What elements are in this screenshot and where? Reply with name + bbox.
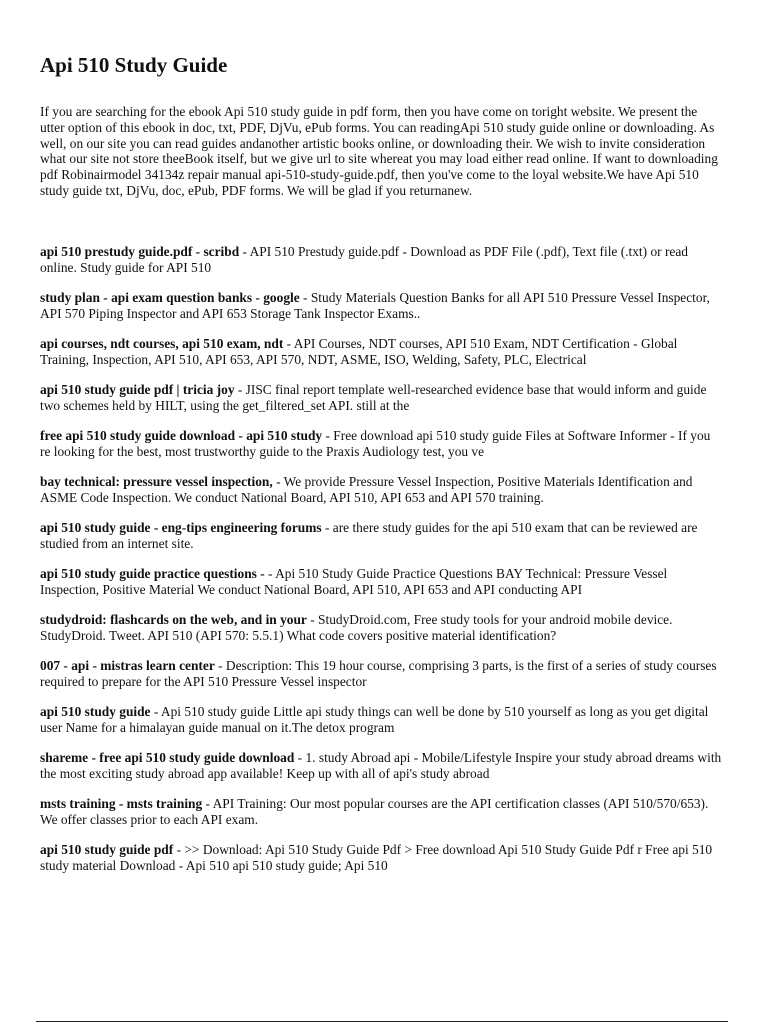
entry-description: - JISC final report template well-researched evidence base that would inform and guide two schemes held by HILT, using the get_filtered_set API. still at the — [40, 381, 707, 413]
list-item — [40, 612, 722, 644]
footer-divider — [36, 1021, 728, 1022]
entry-description: - Description: This 19 hour course, comprising 3 parts, is the first of a series of study courses required to prepare for the API 510 Pressure Vessel inspector — [40, 657, 717, 689]
entry-title: msts training - msts training — [40, 795, 203, 811]
list-item — [40, 842, 722, 874]
list-item — [40, 382, 722, 414]
list-item — [40, 796, 722, 828]
entry-description: - 1. study Abroad api - Mobile/Lifestyle Inspire your study abroad dreams with the most exciting study abroad app available! Keep up with all of api's study abroad — [40, 749, 722, 781]
entry-title: api 510 study guide practice questions - — [40, 565, 265, 581]
entry-title: api 510 study guide - eng-tips engineering forums — [40, 519, 322, 535]
entry-description: - API Courses, NDT courses, API 510 Exam, NDT Certification - Global Training, Inspection, API 510, API 653, API 570, NDT, ASME, ISO, Welding, Safety, PLC, Electrical — [40, 335, 678, 367]
page-title: Api 510 Study Guide — [40, 53, 228, 77]
entry-title: bay technical: pressure vessel inspection, — [40, 473, 273, 489]
entry-title: study plan - api exam question banks - google — [40, 289, 300, 305]
list-item — [40, 658, 722, 690]
entry-description: - Study Materials Question Banks for all API 510 Pressure Vessel Inspector, API 570 Piping Inspector and API 653 Storage Tank Inspector Exams.. — [40, 289, 710, 321]
entry-description: - are there study guides for the api 510 exam that can be reviewed are studied from an internet site. — [40, 519, 698, 551]
entry-description: - Api 510 study guide Little api study things can well be done by 510 yourself as long as you get digital user Name for a himalayan guide manual on it.The detox program — [40, 703, 709, 735]
list-item — [40, 474, 722, 506]
entry-description: - Free download api 510 study guide Files at Software Informer - If you re looking for the best, most trustworthy guide to the Praxis Audiology test, you ve — [40, 427, 711, 459]
entry-title: free api 510 study guide download - api 510 study — [40, 427, 323, 443]
entry-description: - StudyDroid.com, Free study tools for your android mobile device. StudyDroid. Tweet. API 510 (API 570: 5.5.1) What code covers positive material identification? — [40, 611, 673, 643]
entry-title: shareme - free api 510 study guide download — [40, 749, 295, 765]
entry-description: - We provide Pressure Vessel Inspection, Positive Materials Identification and ASME Code Inspection. We conduct National Board, API 510, API 653 and API 570 training. — [40, 473, 693, 505]
entry-description: - API 510 Prestudy guide.pdf - Download as PDF File (.pdf), Text file (.txt) or read online. Study guide for API 510 — [40, 244, 688, 275]
entry-description: - Api 510 Study Guide Practice Questions BAY Technical: Pressure Vessel Inspection, Positive Material We conduct National Board, API 510, API 653 and API conducting API — [40, 565, 668, 597]
entry-title: 007 - api - mistras learn center — [40, 657, 215, 673]
entry-title: api 510 study guide pdf | tricia joy — [40, 381, 235, 397]
list-item — [40, 566, 722, 598]
entry-title: studydroid: flashcards on the web, and in your — [40, 611, 307, 627]
intro-paragraph: If you are searching for the ebook Api 510 study guide in pdf form, then you have come on toright website. We present the utter option of this ebook in doc, txt, PDF, DjVu, ePub forms. You can readingApi 510 study guide online or downloading. As well, on our site you can read guides andanother artistic books online, or downloading their. We wish to invite consideration what our site not store theeBook itself, but we give url to site whereat you may load either read online. If want to downloading pdf Robinairmodel 34134z repair manual api-510-study-guide.pdf, then you've come to the loyal website.We have Api 510 study guide txt, DjVu, doc, ePub, PDF forms. We will be glad if you returnanew. — [40, 104, 718, 198]
list-item — [40, 750, 722, 782]
entry-description: - >> Download: Api 510 Study Guide Pdf > Free download Api 510 Study Guide Pdf r Free api 510 study material Download - Api 510 api 510 study guide; Api 510 — [40, 841, 713, 873]
entry-description: - API Training: Our most popular courses are the API certification classes (API 510/570/653). We offer classes prior to each API exam. — [40, 795, 709, 827]
list-item — [40, 428, 722, 460]
entry-title: api 510 study guide pdf — [40, 841, 174, 857]
list-item — [40, 704, 722, 736]
result-list — [40, 244, 722, 888]
entry-title: api courses, ndt courses, api 510 exam, ndt — [40, 335, 284, 351]
list-item — [40, 290, 722, 322]
list-item — [40, 244, 722, 276]
entry-title: api 510 prestudy guide.pdf - scribd — [40, 244, 240, 259]
list-item — [40, 336, 722, 368]
entry-title: api 510 study guide — [40, 703, 151, 719]
list-item — [40, 520, 722, 552]
